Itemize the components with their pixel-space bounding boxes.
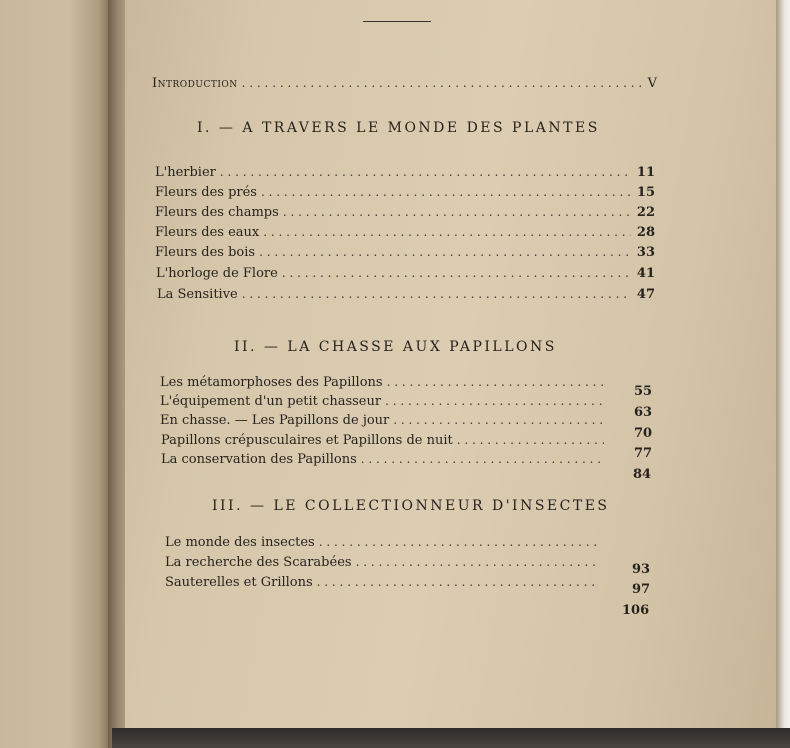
toc-entry [161,451,610,468]
toc-entry [165,574,605,591]
entry-label: La Sensitive [157,287,238,302]
toc-entry [155,184,655,201]
section-heading-3: III. — LE COLLECTIONNEUR D'INSECTES [212,498,610,514]
dot-leader [317,574,599,590]
entry-label: La recherche des Scarabées [165,555,352,570]
entry-page: 28 [636,225,655,240]
toc-entry [160,412,610,429]
dot-leader [385,393,604,409]
dot-leader [319,534,599,550]
toc-entry [155,204,655,221]
toc-entry [165,534,605,551]
entry-label: Fleurs des eaux [155,225,260,240]
entry-label: Fleurs des champs [155,205,279,220]
entry-label: L'horloge de Flore [156,266,278,281]
entry-page: 47 [636,287,655,302]
toc-entry [155,164,655,181]
entry-label: Fleurs des prés [155,185,257,200]
entry-page: 22 [636,205,655,220]
entry-label: Fleurs des bois [155,245,256,260]
dot-leader [393,412,604,428]
entry-page: 41 [636,266,655,281]
toc-entry [165,554,605,571]
dot-leader [220,164,631,180]
dot-leader [261,184,631,200]
entry-label: Sauterelles et Grillons [165,575,313,590]
dot-leader [457,432,604,448]
top-rule [363,21,431,22]
entry-label: L'équipement d'un petit chasseur [160,394,382,409]
dot-leader [361,451,604,467]
entry-page: 97 [632,582,651,597]
toc-entry [160,393,610,410]
entry-page: 15 [636,185,655,200]
entry-page: 84 [633,467,652,482]
dot-leader [242,286,631,302]
entry-page: 70 [634,426,653,441]
toc-entry-introduction [152,75,657,92]
book-cover-edge [112,728,790,748]
entry-label: L'herbier [155,165,216,180]
entry-label: Papillons crépusculaires et Papillons de nuit [161,433,453,448]
entry-page: 33 [636,245,655,260]
entry-page: 63 [634,405,653,420]
entry-page: 55 [634,384,653,399]
dot-leader [283,204,631,220]
entry-page: V [647,76,657,91]
entry-page: 106 [622,603,650,618]
right-page [125,0,777,740]
left-page [0,0,112,748]
toc-entry [155,244,655,261]
dot-leader [242,75,642,91]
entry-page: 77 [634,446,653,461]
section-heading-2: II. — LA CHASSE AUX PAPILLONS [234,339,557,355]
entry-page: 11 [636,165,655,180]
entry-label: La conservation des Papillons [161,452,357,467]
entry-label: Les métamorphoses des Papillons [160,375,383,390]
page-edge [776,0,790,748]
entry-label: En chasse. — Les Papillons de jour [160,413,390,428]
entry-label: Introduction [152,76,238,91]
toc-entry [155,224,655,241]
toc-entry [156,265,655,282]
dot-leader [282,265,631,281]
toc-entry [160,374,610,391]
entry-page: 93 [632,562,651,577]
section-heading-1: I. — A TRAVERS LE MONDE DES PLANTES [197,120,600,136]
toc-entry [161,432,610,449]
dot-leader [356,554,599,570]
dot-leader [263,224,631,240]
dot-leader [387,374,604,390]
entry-label: Le monde des insectes [165,535,315,550]
toc-entry [157,286,655,303]
dot-leader [259,244,631,260]
